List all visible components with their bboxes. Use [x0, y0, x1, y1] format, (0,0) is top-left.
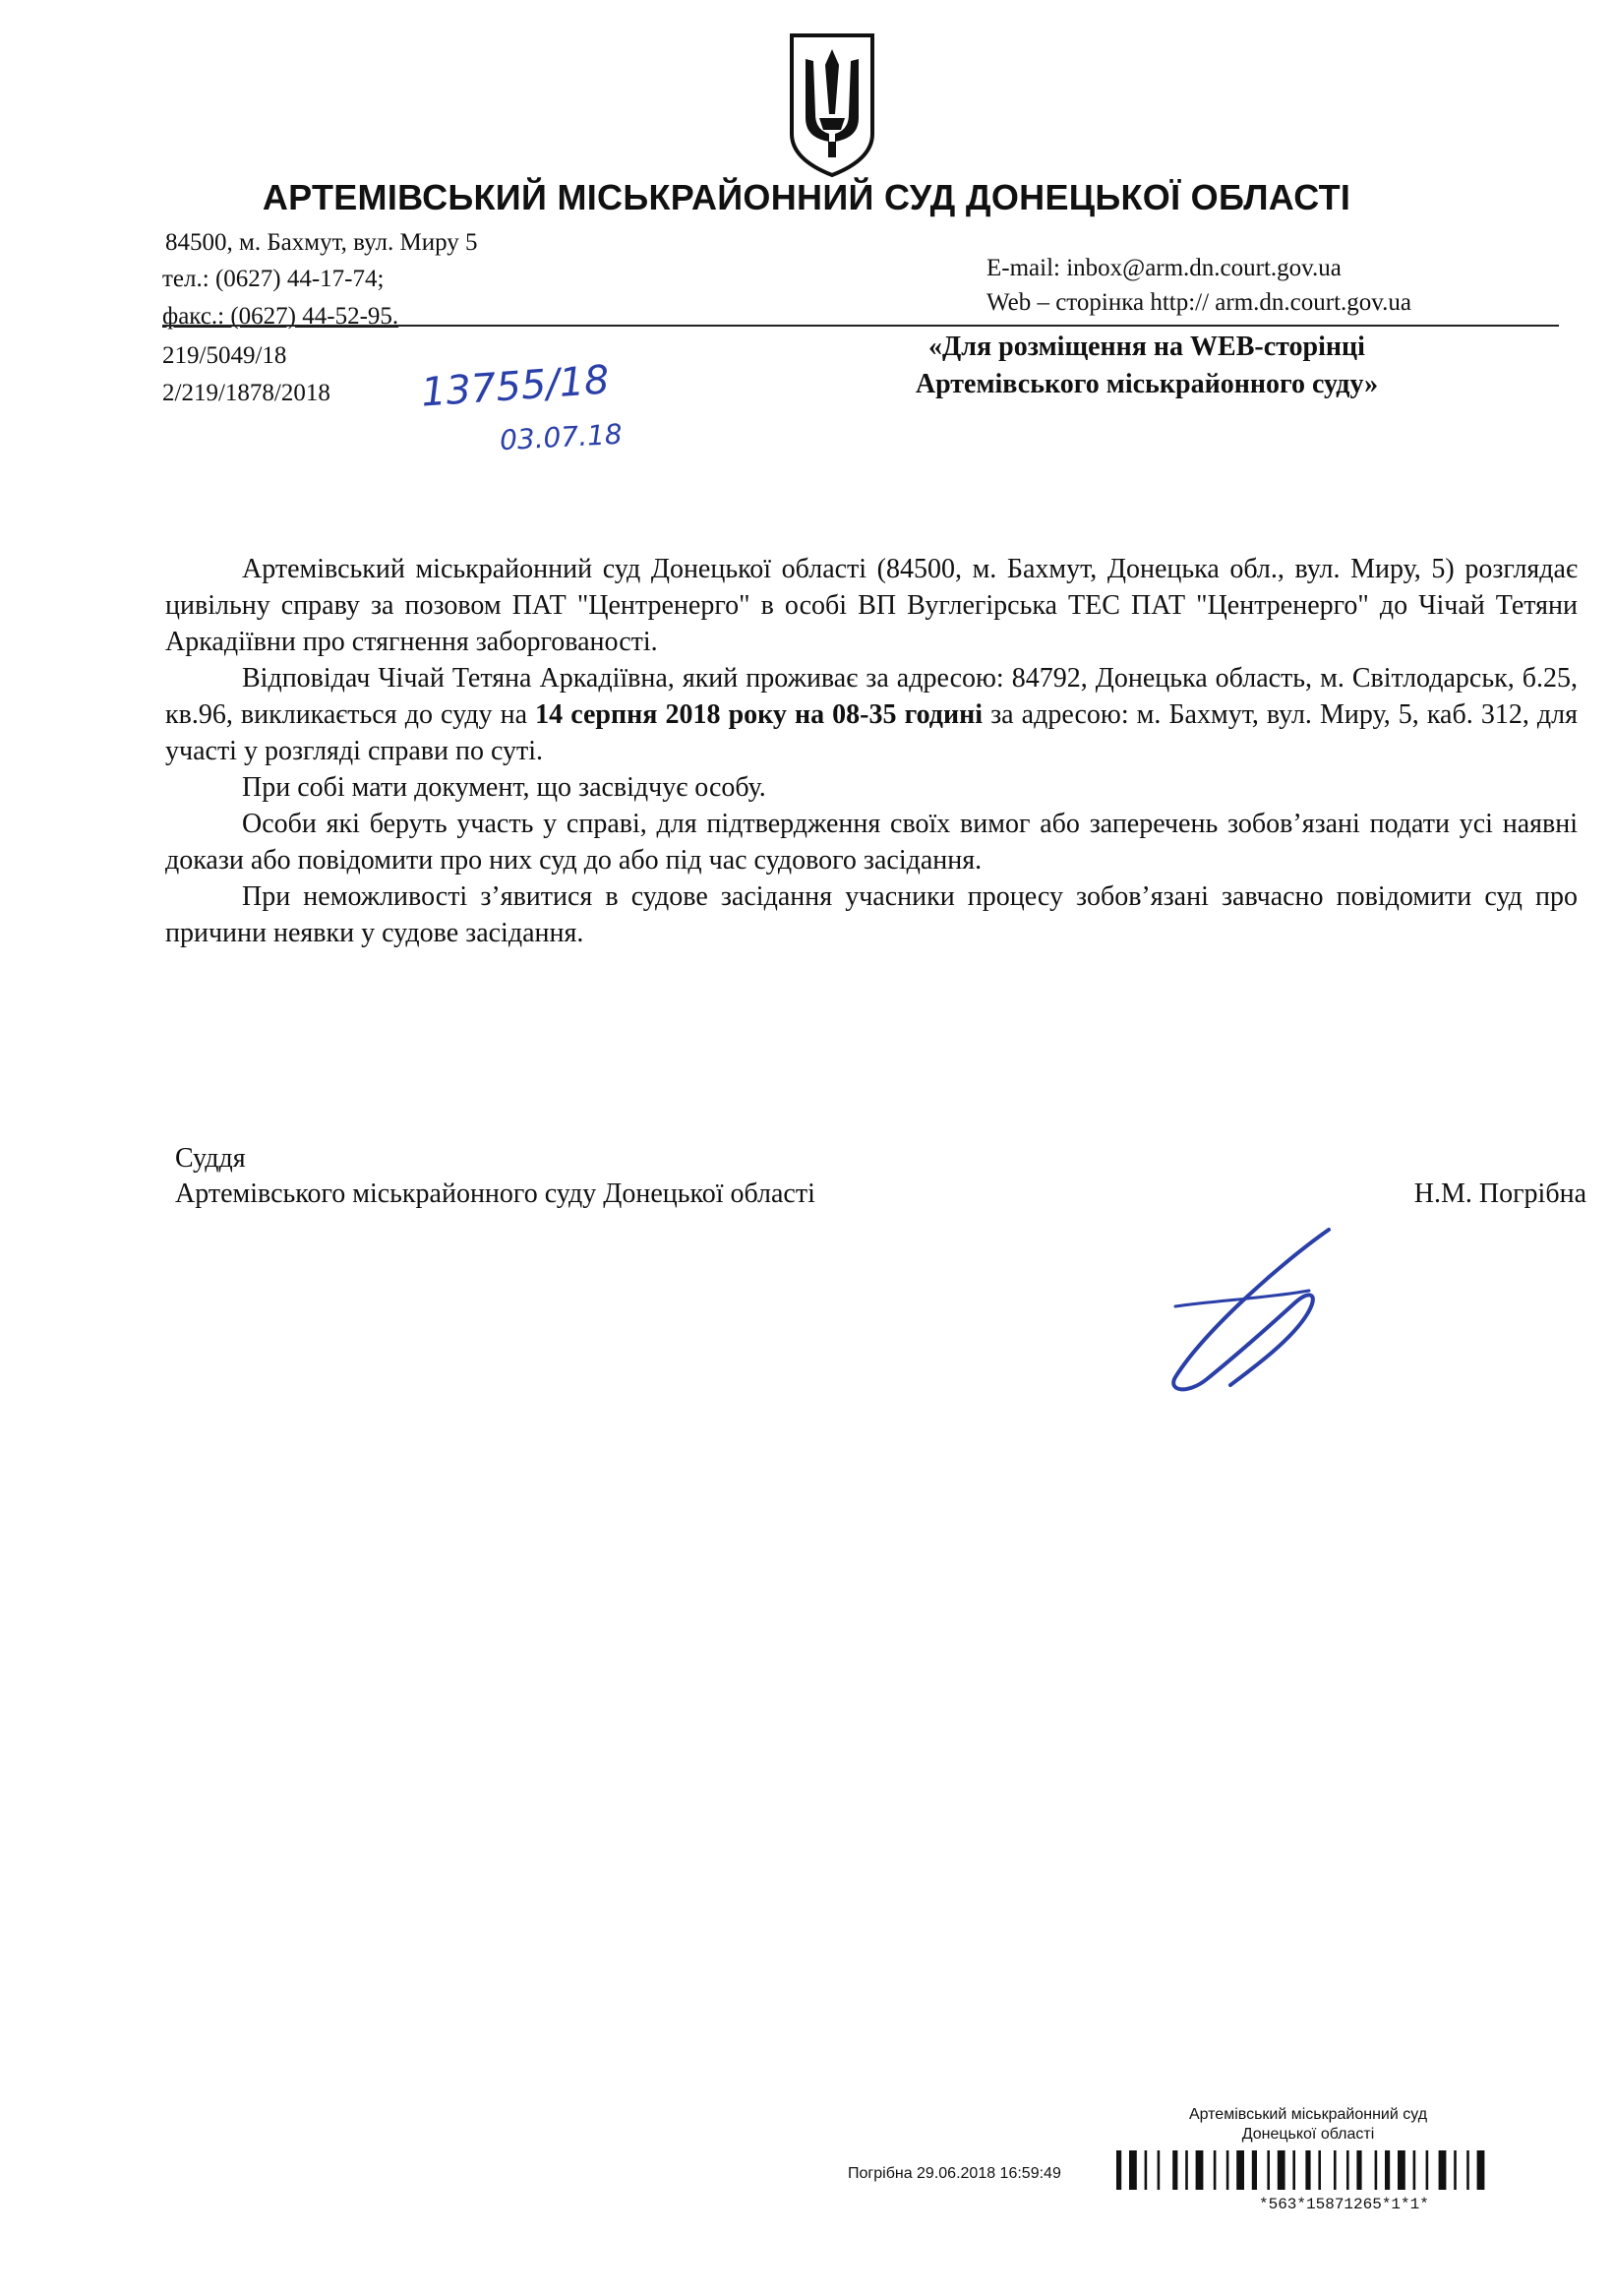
handwritten-incoming-date: 03.07.18 [499, 417, 624, 457]
court-stamp [1180, 2105, 1436, 2145]
paragraph-absence-notice: При неможливості з’явитися в судове засідання учасники процесу зобов’язані завчасно повідомити суд про причини неявки у судове засідання. [165, 881, 1578, 948]
paragraph-evidence: Особи які беруть участь у справі, для підтвердження своїх вимог або заперечень зобов’язані подати усі наявні докази або повідомити про них суд до або під час судового засідання. [165, 809, 1578, 876]
judge-court: Артемівського міськрайонного суду Донецької області [175, 1178, 815, 1209]
handwritten-incoming-number: 13755/18 [419, 357, 611, 416]
stamp-line-1: Артемівський міськрайонний суд [1188, 2106, 1428, 2123]
case-number: 219/5049/18 [162, 342, 287, 369]
summons-text-end: за адресою: м. Бахмут, вул. Миру, 5, каб. 312, для участі у розгляді справи по суті. [165, 699, 1578, 766]
court-phone: тел.: (0627) 44-17-74; [162, 266, 385, 292]
proceeding-number: 2/219/1878/2018 [162, 380, 330, 406]
handwritten-signature [1136, 1212, 1352, 1409]
paragraph-id-document: При собі мати документ, що засвідчує особу. [242, 772, 766, 803]
registration-meta: Погрібна 29.06.2018 16:59:49 [848, 2165, 1061, 2182]
paragraph-summons [165, 660, 1578, 769]
summons-body [165, 551, 1578, 951]
barcode-icon [1116, 2150, 1569, 2190]
summons-text-start: Відповідач Чічай Тетяна Аркадіївна, який проживає за адресою: 84792, Донецька область, м. Світлодарськ, б.25, кв.96, викликається до суду на [165, 663, 1578, 730]
judge-name: Н.М. Погрібна [1413, 1178, 1586, 1209]
destination-line-1: «Для розміщення на WEB-сторінці [928, 332, 1365, 362]
trident-emblem-icon [784, 31, 880, 179]
court-address: 84500, м. Бахмут, вул. Миру 5 [165, 229, 478, 256]
paragraph-case-description: Артемівський міськрайонний суд Донецької області (84500, м. Бахмут, Донецька обл., вул. Миру, 5) розглядає цивільну справу за позовом ПАТ "Центренерго" в особі ВП Вуглегірська ТЕС ПАТ "Центренерго" до Чічай Тетяни Аркадіївни про стягнення заборгованості. [165, 554, 1578, 657]
judge-role: Суддя [175, 1143, 246, 1174]
barcode-number: *563*15871265*1*1* [1259, 2196, 1429, 2213]
court-fax-text: факс.: (0627) 44-52-95. [162, 303, 399, 330]
destination-line-2: Артемівського міськрайонного суду» [915, 369, 1379, 399]
court-email: E-mail: inbox@arm.dn.court.gov.ua [986, 255, 1342, 281]
destination-note [852, 329, 1442, 403]
stamp-line-2: Донецької області [1241, 2126, 1375, 2143]
court-website: Web – сторінка http:// arm.dn.court.gov.ua [986, 289, 1412, 316]
court-title: АРТЕМІВСЬКИЙ МІСЬКРАЙОННИЙ СУД ДОНЕЦЬКОЇ ОБЛАСТІ [262, 177, 1351, 217]
hearing-date-time: 14 серпня 2018 року на 08-35 годині [535, 699, 984, 730]
court-fax [162, 301, 398, 332]
header-divider [162, 325, 1559, 327]
